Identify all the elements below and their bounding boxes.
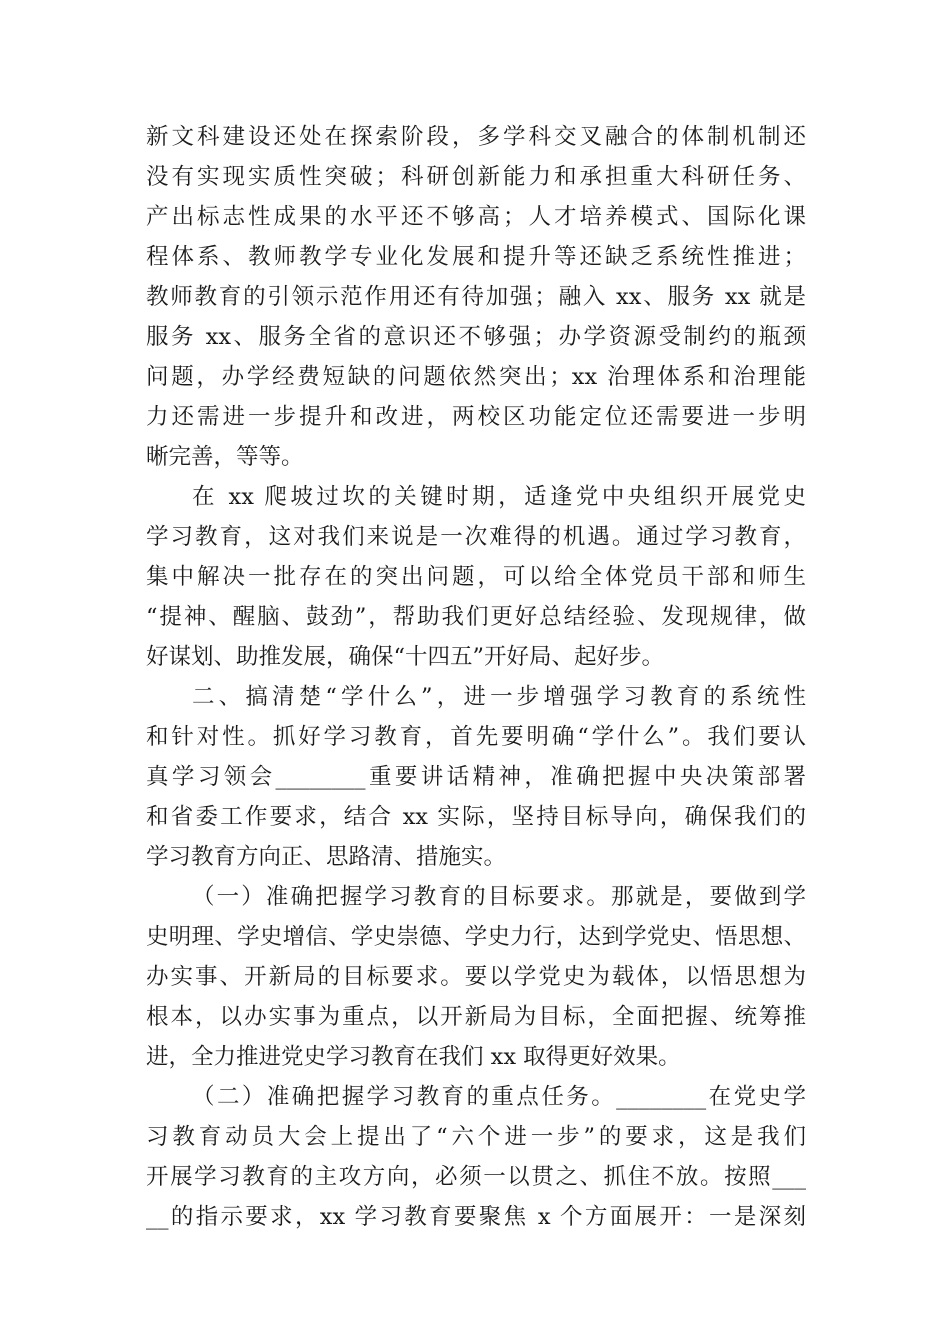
paragraph-3 <box>146 677 806 877</box>
paragraph-4 <box>146 877 806 1077</box>
text-line: 好谋划、助推发展，确保“十四五”开好局、起好步。 <box>146 644 665 670</box>
text-line: 晰完善，等等。 <box>146 444 304 470</box>
text-line: 程体系、教师教学专业化发展和提升等还缺乏系统性推进； <box>146 244 806 270</box>
text-line: （二）准确把握学习教育的重点任务。________在党史学 <box>192 1084 806 1110</box>
text-line: 真学习领会________重要讲话精神，准确把握中央决策部署 <box>146 764 806 790</box>
paragraph-1 <box>146 117 806 477</box>
paragraph-5 <box>146 1077 806 1237</box>
text-line: 办实事、开新局的目标要求。要以学党史为载体，以悟思想为 <box>146 964 806 990</box>
text-line: 教师教育的引领示范作用还有待加强；融入 xx、服务 xx 就是 <box>146 284 806 310</box>
text-line: 进，全力推进党史学习教育在我们 xx 取得更好效果。 <box>146 1044 681 1070</box>
text-line: 新文科建设还处在探索阶段，多学科交叉融合的体制机制还 <box>146 124 806 150</box>
text-line: 和针对性。抓好学习教育，首先要明确“学什么”。我们要认 <box>146 724 806 750</box>
text-line: 开展学习教育的主攻方向，必须一以贯之、抓住不放。按照___ <box>146 1164 806 1190</box>
text-line: 学习教育，这对我们来说是一次难得的机遇。通过学习教育， <box>146 524 806 550</box>
section-heading-line: 二、搞清楚“学什么”，进一步增强学习教育的系统性 <box>192 684 806 710</box>
text-line: 史明理、学史增信、学史崇德、学史力行，达到学党史、悟思想、 <box>146 924 806 950</box>
text-line: 集中解决一批存在的突出问题，可以给全体党员干部和师生 <box>146 564 806 590</box>
text-line: 服务 xx、服务全省的意识还不够强；办学资源受制约的瓶颈 <box>146 324 806 350</box>
text-line: 根本，以办实事为重点，以开新局为目标，全面把握、统筹推 <box>146 1004 806 1030</box>
text-line: 没有实现实质性突破；科研创新能力和承担重大科研任务、 <box>146 164 806 190</box>
text-line: 学习教育方向正、思路清、措施实。 <box>146 844 507 870</box>
text-line: 问题，办学经费短缺的问题依然突出；xx 治理体系和治理能 <box>146 364 806 390</box>
paragraph-2 <box>146 477 806 677</box>
document-body <box>146 117 806 1237</box>
text-line: 在 xx 爬坡过坎的关键时期，适逢党中央组织开展党史 <box>192 484 806 510</box>
text-line: __的指示要求，xx 学习教育要聚焦 x 个方面展开：一是深刻 <box>146 1204 806 1230</box>
text-line: 习教育动员大会上提出了“六个进一步”的要求，这是我们 <box>146 1124 806 1150</box>
text-line: 力还需进一步提升和改进，两校区功能定位还需要进一步明 <box>146 404 806 430</box>
text-line: “提神、醒脑、鼓劲”，帮助我们更好总结经验、发现规律，做 <box>146 604 806 630</box>
text-line: 产出标志性成果的水平还不够高；人才培养模式、国际化课 <box>146 204 806 230</box>
text-line: （一）准确把握学习教育的目标要求。那就是，要做到学 <box>192 884 806 910</box>
text-line: 和省委工作要求，结合 xx 实际，坚持目标导向，确保我们的 <box>146 804 806 830</box>
